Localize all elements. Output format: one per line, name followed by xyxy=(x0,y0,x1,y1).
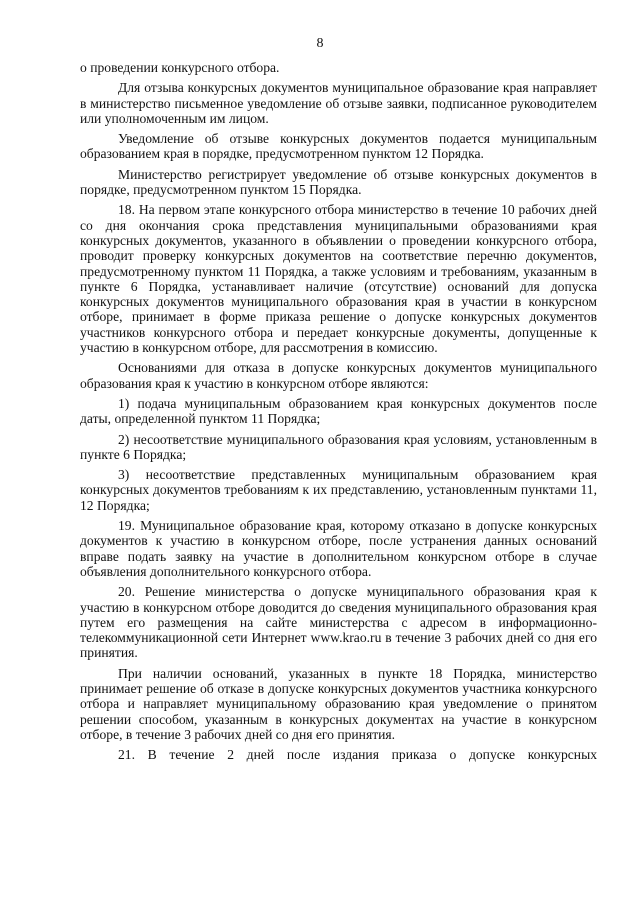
paragraph: 19. Муниципальное образование края, которому отказано в допуске конкурсных документов к участию в конкурсном отборе, после устранения данных оснований вправе подать заявку на участие в дополнительном конкурсном отборе в случае объявления дополнительного конкурсного отбора. xyxy=(80,518,597,579)
paragraph: Основаниями для отказа в допуске конкурсных документов муниципального образования края к участию в конкурсном отборе являются: xyxy=(80,360,597,391)
document-body xyxy=(80,60,597,762)
paragraph: 21. В течение 2 дней после издания приказа о допуске конкурсных xyxy=(118,747,597,763)
paragraph: Министерство регистрирует уведомление об отзыве конкурсных документов в порядке, предусмотренном пунктом 15 Порядка. xyxy=(80,166,597,198)
paragraph: 20. Решение министерства о допуске муниципального образования края к участию в конкурсном отборе доводится до сведения муниципального образования края путем его размещения на сайте министерства с адресом в информационно-телекоммуникационной сети Интернет www.krao.ru в течение 3 рабочих дней со дня его принятия. xyxy=(80,584,597,661)
paragraph: Уведомление об отзыве конкурсных документов подается муниципальным образованием края в порядке, предусмотренном пунктом 12 Порядка. xyxy=(80,131,597,162)
list-item: 2) несоответствие муниципального образования края условиям, установленным в пункте 6 Порядка; xyxy=(80,431,597,462)
paragraph: 18. На первом этапе конкурсного отбора министерство в течение 10 рабочих дней со дня окончания срока представления муниципальными образованиями края конкурсных документов, указанного в объявлении о проведении конкурсного отбора, проводит проверку конкурсных документов на соответствие перечню документов, предусмотренному пунктом 11 Порядка, а также условиям и требованиям, указанным в пункте 6 Порядка, устанавливает наличие (отсутствие) оснований для допуска конкурсных документов муниципального образования края в участии в конкурсном отборе, принимает в форме приказа решение о допуске конкурсных документов участников конкурсного отбора и передает конкурсные документы, допущенные к участию в конкурсном отборе, для рассмотрения в комиссию. xyxy=(80,202,597,356)
list-item: 1) подача муниципальным образованием края конкурсных документов после даты, определенной пунктом 11 Порядка; xyxy=(80,395,597,427)
list-item: 3) несоответствие представленных муниципальным образованием края конкурсных документов требованиям к их представлению, установленным пунктами 11, 12 Порядка; xyxy=(80,467,597,513)
page-number: 8 xyxy=(316,36,324,51)
paragraph: о проведении конкурсного отбора. xyxy=(80,60,280,75)
paragraph: При наличии оснований, указанных в пункте 18 Порядка, министерство принимает решение об отказе в допуске конкурсных документов участника конкурсного отбора и направляет муниципальному образованию края уведомление о принятом решении способом, указанным в конкурсных документах на участие в конкурсном отборе, в течение 3 рабочих дней со дня его принятия. xyxy=(80,665,597,742)
paragraph: Для отзыва конкурсных документов муниципальное образование края направляет в министерство письменное уведомление об отзыве заявки, подписанное руководителем или уполномоченным им лицом. xyxy=(80,80,597,126)
